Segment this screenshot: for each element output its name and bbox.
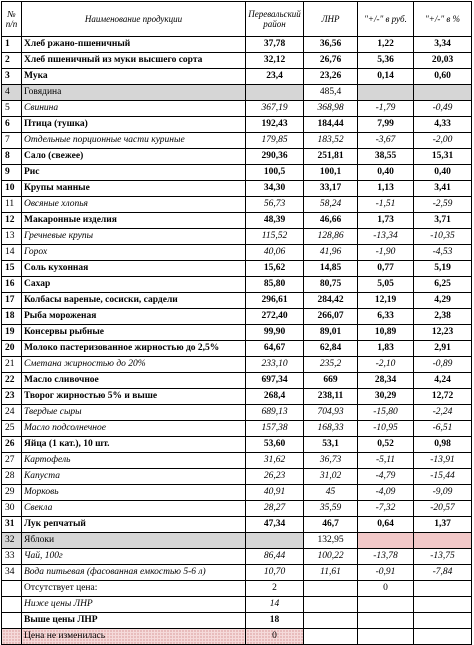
row-number: 8	[2, 149, 22, 165]
summary-same-row	[2, 629, 472, 645]
diff-pct: 3,71	[414, 213, 472, 229]
diff-rub: 1,73	[358, 213, 414, 229]
row-number: 24	[2, 405, 22, 421]
diff-pct: -13,91	[414, 453, 472, 469]
lnr-price: 266,07	[304, 309, 358, 325]
lnr-price: 128,86	[304, 229, 358, 245]
row-number: 23	[2, 389, 22, 405]
row-number: 25	[2, 421, 22, 437]
diff-rub: 0,14	[358, 69, 414, 85]
pereval-price: 296,61	[246, 293, 304, 309]
lnr-price: 284,42	[304, 293, 358, 309]
pereval-price	[246, 85, 304, 101]
product-name: Говядина	[22, 85, 246, 101]
lnr-price: 238,11	[304, 389, 358, 405]
diff-rub: -4,79	[358, 469, 414, 485]
lnr-price: 235,2	[304, 357, 358, 373]
above-count: 18	[246, 613, 304, 629]
row-number: 3	[2, 69, 22, 85]
table-row	[2, 133, 472, 149]
lnr-price: 89,01	[304, 325, 358, 341]
product-name: Молоко пастеризованное жирностью до 2,5%	[22, 341, 246, 357]
diff-rub: 10,89	[358, 325, 414, 341]
diff-pct: 0,60	[414, 69, 472, 85]
table-row	[2, 149, 472, 165]
diff-pct: 6,25	[414, 277, 472, 293]
table-row	[2, 197, 472, 213]
lnr-price: 46,7	[304, 517, 358, 533]
diff-pct: 2,91	[414, 341, 472, 357]
header-name: Наименование продукции	[22, 2, 246, 37]
row-number: 28	[2, 469, 22, 485]
lnr-price: 168,33	[304, 421, 358, 437]
row-number: 1	[2, 37, 22, 53]
product-name: Сало (свежее)	[22, 149, 246, 165]
lnr-price: 33,17	[304, 181, 358, 197]
diff-pct: 3,41	[414, 181, 472, 197]
row-number: 31	[2, 517, 22, 533]
product-name: Творог жирностью 5% и выше	[22, 389, 246, 405]
pereval-price: 10,70	[246, 565, 304, 581]
diff-rub: -7,32	[358, 501, 414, 517]
product-name: Масло подсолнечное	[22, 421, 246, 437]
lnr-price: 184,44	[304, 117, 358, 133]
product-name: Лук репчатый	[22, 517, 246, 533]
lnr-price: 100,22	[304, 549, 358, 565]
row-number: 32	[2, 533, 22, 549]
summary-absent-row	[2, 581, 472, 597]
diff-pct: 15,31	[414, 149, 472, 165]
lnr-price: 36,56	[304, 37, 358, 53]
diff-rub: 1,22	[358, 37, 414, 53]
diff-rub: -1,79	[358, 101, 414, 117]
diff-rub: 5,36	[358, 53, 414, 69]
diff-rub: -13,78	[358, 549, 414, 565]
above-label: Выше цены ЛНР	[22, 613, 246, 629]
summary-blank	[2, 613, 22, 629]
table-row	[2, 325, 472, 341]
table-row	[2, 293, 472, 309]
pereval-price: 40,06	[246, 245, 304, 261]
header-pereval: Перевальский район	[246, 2, 304, 37]
lnr-price: 26,76	[304, 53, 358, 69]
pereval-price: 233,10	[246, 357, 304, 373]
diff-rub: 0,64	[358, 517, 414, 533]
table-row	[2, 453, 472, 469]
pereval-price: 37,78	[246, 37, 304, 53]
diff-pct: 3,34	[414, 37, 472, 53]
lnr-price: 45	[304, 485, 358, 501]
product-name: Сметана жирностью до 20%	[22, 357, 246, 373]
below-label: Ниже цены ЛНР	[22, 597, 246, 613]
diff-rub: -2,10	[358, 357, 414, 373]
diff-rub: -5,11	[358, 453, 414, 469]
pereval-price: 697,34	[246, 373, 304, 389]
lnr-price: 368,98	[304, 101, 358, 117]
lnr-price: 62,84	[304, 341, 358, 357]
header-diff-pct: "+/-" в %	[414, 2, 472, 37]
lnr-price: 36,73	[304, 453, 358, 469]
row-number: 21	[2, 357, 22, 373]
table-row	[2, 165, 472, 181]
diff-pct: 5,19	[414, 261, 472, 277]
diff-pct: -2,00	[414, 133, 472, 149]
diff-pct: -0,89	[414, 357, 472, 373]
product-name: Консервы рыбные	[22, 325, 246, 341]
summary-blank	[358, 629, 414, 645]
table-row	[2, 469, 472, 485]
diff-rub: 0,77	[358, 261, 414, 277]
diff-pct: -10,35	[414, 229, 472, 245]
header-diff-rub: "+/-" в руб.	[358, 2, 414, 37]
row-number: 19	[2, 325, 22, 341]
lnr-price: 704,93	[304, 405, 358, 421]
table-row	[2, 437, 472, 453]
product-name: Свекла	[22, 501, 246, 517]
table-row	[2, 229, 472, 245]
same-count: 0	[246, 629, 304, 645]
product-name: Рыба мороженая	[22, 309, 246, 325]
diff-rub: -0,91	[358, 565, 414, 581]
product-name: Мука	[22, 69, 246, 85]
summary-above-row	[2, 613, 472, 629]
pereval-price: 268,4	[246, 389, 304, 405]
below-count: 14	[246, 597, 304, 613]
lnr-price: 132,95	[304, 533, 358, 549]
absent-extra: 0	[358, 581, 414, 597]
product-name: Птица (тушка)	[22, 117, 246, 133]
lnr-price: 58,24	[304, 197, 358, 213]
diff-rub: -3,67	[358, 133, 414, 149]
lnr-price: 100,1	[304, 165, 358, 181]
table-row	[2, 101, 472, 117]
diff-pct: 4,33	[414, 117, 472, 133]
product-name: Яблоки	[22, 533, 246, 549]
pereval-price: 34,30	[246, 181, 304, 197]
diff-pct	[414, 85, 472, 101]
summary-blank	[304, 581, 358, 597]
product-name: Масло сливочное	[22, 373, 246, 389]
product-name: Свинина	[22, 101, 246, 117]
pereval-price: 40,91	[246, 485, 304, 501]
product-name: Рис	[22, 165, 246, 181]
summary-blank	[358, 613, 414, 629]
diff-pct: 0,40	[414, 165, 472, 181]
pereval-price: 689,13	[246, 405, 304, 421]
product-name: Соль кухонная	[22, 261, 246, 277]
table-row	[2, 213, 472, 229]
diff-pct: 12,23	[414, 325, 472, 341]
pereval-price: 192,43	[246, 117, 304, 133]
pereval-price: 23,4	[246, 69, 304, 85]
summary-blank	[304, 613, 358, 629]
diff-pct: -7,84	[414, 565, 472, 581]
pereval-price: 179,85	[246, 133, 304, 149]
lnr-price: 41,96	[304, 245, 358, 261]
diff-rub: 1,13	[358, 181, 414, 197]
diff-rub	[358, 533, 414, 549]
diff-rub: -13,34	[358, 229, 414, 245]
product-name: Вода питьевая (фасованная емкостью 5-6 л)	[22, 565, 246, 581]
row-number: 33	[2, 549, 22, 565]
table-row	[2, 37, 472, 53]
pereval-price: 32,12	[246, 53, 304, 69]
summary-below-row	[2, 597, 472, 613]
summary-blank	[414, 629, 472, 645]
row-number: 18	[2, 309, 22, 325]
absent-label: Отсутствует цена:	[22, 581, 246, 597]
pereval-price: 272,40	[246, 309, 304, 325]
pereval-price: 86,44	[246, 549, 304, 565]
diff-rub: 0,40	[358, 165, 414, 181]
product-name: Макаронные изделия	[22, 213, 246, 229]
lnr-price: 35,59	[304, 501, 358, 517]
table-row	[2, 277, 472, 293]
row-number: 5	[2, 101, 22, 117]
pereval-price: 115,52	[246, 229, 304, 245]
pereval-price: 290,36	[246, 149, 304, 165]
row-number: 20	[2, 341, 22, 357]
pereval-price: 15,62	[246, 261, 304, 277]
lnr-price: 183,52	[304, 133, 358, 149]
pereval-price: 367,19	[246, 101, 304, 117]
diff-pct: -6,51	[414, 421, 472, 437]
summary-blank	[2, 581, 22, 597]
diff-rub: 30,29	[358, 389, 414, 405]
table-row	[2, 261, 472, 277]
diff-rub: 28,34	[358, 373, 414, 389]
row-number: 29	[2, 485, 22, 501]
table-row	[2, 245, 472, 261]
product-name: Капуста	[22, 469, 246, 485]
pereval-price	[246, 533, 304, 549]
row-number: 13	[2, 229, 22, 245]
product-name: Морковь	[22, 485, 246, 501]
pereval-price: 53,60	[246, 437, 304, 453]
product-name: Крупы манные	[22, 181, 246, 197]
product-name: Хлеб пшеничный из муки высшего сорта	[22, 53, 246, 69]
table-row	[2, 549, 472, 565]
pereval-price: 47,34	[246, 517, 304, 533]
absent-count: 2	[246, 581, 304, 597]
row-number: 2	[2, 53, 22, 69]
product-name: Сахар	[22, 277, 246, 293]
pereval-price: 100,5	[246, 165, 304, 181]
product-name: Горох	[22, 245, 246, 261]
product-name: Гречневые крупы	[22, 229, 246, 245]
pereval-price: 99,90	[246, 325, 304, 341]
lnr-price: 80,75	[304, 277, 358, 293]
pereval-price: 64,67	[246, 341, 304, 357]
table-row	[2, 373, 472, 389]
table-row	[2, 341, 472, 357]
row-number: 12	[2, 213, 22, 229]
same-label: Цена не изменилась	[22, 629, 246, 645]
lnr-price: 23,26	[304, 69, 358, 85]
summary-blank	[414, 581, 472, 597]
row-number: 22	[2, 373, 22, 389]
table-row	[2, 357, 472, 373]
pereval-price: 26,23	[246, 469, 304, 485]
pereval-price: 157,38	[246, 421, 304, 437]
product-name: Картофель	[22, 453, 246, 469]
diff-pct: 12,72	[414, 389, 472, 405]
table-row	[2, 405, 472, 421]
lnr-price: 14,85	[304, 261, 358, 277]
pereval-price: 56,73	[246, 197, 304, 213]
row-number: 10	[2, 181, 22, 197]
lnr-price: 46,66	[304, 213, 358, 229]
row-number: 34	[2, 565, 22, 581]
summary-blank	[414, 613, 472, 629]
table-row	[2, 517, 472, 533]
row-number: 26	[2, 437, 22, 453]
table-row	[2, 421, 472, 437]
table-row	[2, 181, 472, 197]
diff-pct: -2,24	[414, 405, 472, 421]
diff-pct: -0,49	[414, 101, 472, 117]
pereval-price: 85,80	[246, 277, 304, 293]
product-name: Чай, 100г	[22, 549, 246, 565]
table-row	[2, 565, 472, 581]
product-name: Яйца (1 кат.), 10 шт.	[22, 437, 246, 453]
diff-pct: 2,38	[414, 309, 472, 325]
diff-pct: -9,09	[414, 485, 472, 501]
row-number: 27	[2, 453, 22, 469]
row-number: 15	[2, 261, 22, 277]
diff-rub: 7,99	[358, 117, 414, 133]
row-number: 16	[2, 277, 22, 293]
table-row	[2, 501, 472, 517]
row-number: 17	[2, 293, 22, 309]
lnr-price: 485,4	[304, 85, 358, 101]
product-name: Хлеб ржано-пшеничный	[22, 37, 246, 53]
diff-rub: 38,55	[358, 149, 414, 165]
lnr-price: 11,61	[304, 565, 358, 581]
pereval-price: 48,39	[246, 213, 304, 229]
diff-pct: -13,75	[414, 549, 472, 565]
table-row	[2, 485, 472, 501]
summary-blank	[2, 629, 22, 645]
summary-blank	[304, 597, 358, 613]
summary-blank	[304, 629, 358, 645]
diff-rub: -1,51	[358, 197, 414, 213]
row-number: 9	[2, 165, 22, 181]
diff-rub: 5,05	[358, 277, 414, 293]
diff-pct: -20,57	[414, 501, 472, 517]
table-row	[2, 69, 472, 85]
diff-pct: 0,98	[414, 437, 472, 453]
lnr-price: 669	[304, 373, 358, 389]
lnr-price: 53,1	[304, 437, 358, 453]
diff-pct: 4,29	[414, 293, 472, 309]
diff-pct: 4,24	[414, 373, 472, 389]
table-row	[2, 533, 472, 549]
product-name: Овсяные хлопья	[22, 197, 246, 213]
header-lnr: ЛНР	[304, 2, 358, 37]
diff-rub: -15,80	[358, 405, 414, 421]
diff-rub: 12,19	[358, 293, 414, 309]
diff-rub: -10,95	[358, 421, 414, 437]
summary-blank	[358, 597, 414, 613]
table-row	[2, 309, 472, 325]
diff-pct: -15,44	[414, 469, 472, 485]
diff-rub: 0,52	[358, 437, 414, 453]
diff-pct: 1,37	[414, 517, 472, 533]
row-number: 14	[2, 245, 22, 261]
diff-rub: 6,33	[358, 309, 414, 325]
diff-rub: -1,90	[358, 245, 414, 261]
diff-pct: -2,59	[414, 197, 472, 213]
lnr-price: 31,02	[304, 469, 358, 485]
row-number: 4	[2, 85, 22, 101]
product-name: Отдельные порционные части куриные	[22, 133, 246, 149]
product-name: Твердые сыры	[22, 405, 246, 421]
diff-pct	[414, 533, 472, 549]
table-row	[2, 389, 472, 405]
header-num: № п/п	[2, 2, 22, 37]
summary-blank	[2, 597, 22, 613]
price-comparison-table	[1, 1, 472, 645]
table-row	[2, 53, 472, 69]
diff-pct: -4,53	[414, 245, 472, 261]
table-row	[2, 117, 472, 133]
row-number: 30	[2, 501, 22, 517]
diff-pct: 20,03	[414, 53, 472, 69]
pereval-price: 31,62	[246, 453, 304, 469]
pereval-price: 28,27	[246, 501, 304, 517]
product-name: Колбасы вареные, сосиски, сардели	[22, 293, 246, 309]
table-row	[2, 85, 472, 101]
summary-blank	[414, 597, 472, 613]
row-number: 6	[2, 117, 22, 133]
diff-rub: -4,09	[358, 485, 414, 501]
diff-rub	[358, 85, 414, 101]
diff-rub: 1,83	[358, 341, 414, 357]
row-number: 7	[2, 133, 22, 149]
lnr-price: 251,81	[304, 149, 358, 165]
header-row	[2, 2, 472, 37]
row-number: 11	[2, 197, 22, 213]
